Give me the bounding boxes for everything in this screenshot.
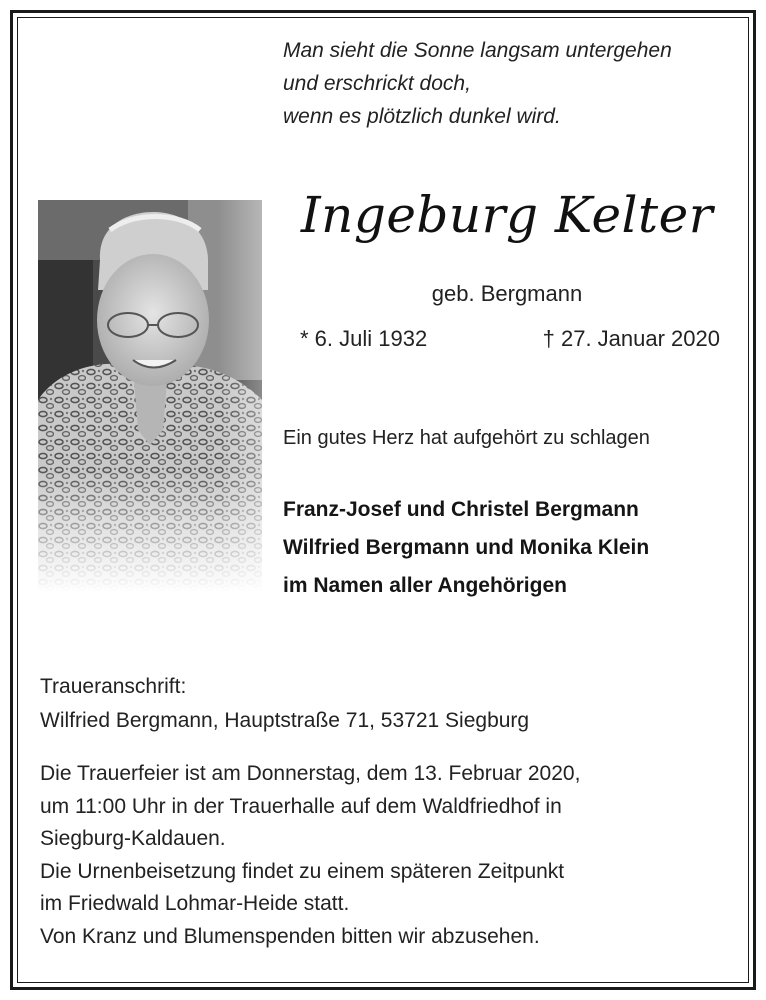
mourner-line: Franz-Josef und Christel Bergmann (283, 498, 639, 521)
ceremony-details (40, 758, 728, 953)
motto-line: wenn es plötzlich dunkel wird. (283, 105, 561, 128)
portrait-photo (38, 200, 262, 592)
details-line: Die Urnenbeisetzung findet zu einem späteren Zeitpunkt (40, 859, 565, 883)
life-dates (300, 326, 720, 352)
details-text: Die Trauerfeier ist am Donnerstag, dem 13. Februar 2020, (40, 762, 581, 785)
mourning-address (40, 670, 529, 738)
death-date: † 27. Januar 2020 (542, 326, 720, 351)
farewell-line: Ein gutes Herz hat aufgehört zu schlagen (283, 427, 650, 449)
maiden-name: geb. Bergmann (431, 281, 583, 306)
mourner-line: im Namen aller Angehörigen (283, 574, 567, 597)
details-line: im Friedwald Lohmar-Heide statt. (40, 892, 350, 915)
details-line: um 11:00 Uhr in der Trauerhalle auf dem Waldfriedhof in (40, 794, 562, 818)
details-line (40, 758, 728, 791)
deceased-name: Ingeburg Kelter (300, 186, 714, 244)
portrait-photo-image (38, 200, 262, 592)
mourners-list (283, 491, 649, 605)
motto-line: und erschrickt doch, (283, 72, 471, 95)
address-label: Traueranschrift: (40, 675, 187, 698)
details-line: Von Kranz und Blumenspenden bitten wir abzusehen. (40, 924, 540, 948)
birth-date: * 6. Juli 1932 (300, 326, 428, 351)
address-line: Wilfried Bergmann, Hauptstraße 71, 53721 Siegburg (40, 709, 530, 732)
details-line: Siegburg-Kaldauen. (40, 827, 226, 850)
motto-poem (283, 34, 743, 133)
mourner-line: Wilfried Bergmann und Monika Klein (283, 536, 650, 559)
motto-line: Man sieht die Sonne langsam untergehen (283, 39, 672, 62)
